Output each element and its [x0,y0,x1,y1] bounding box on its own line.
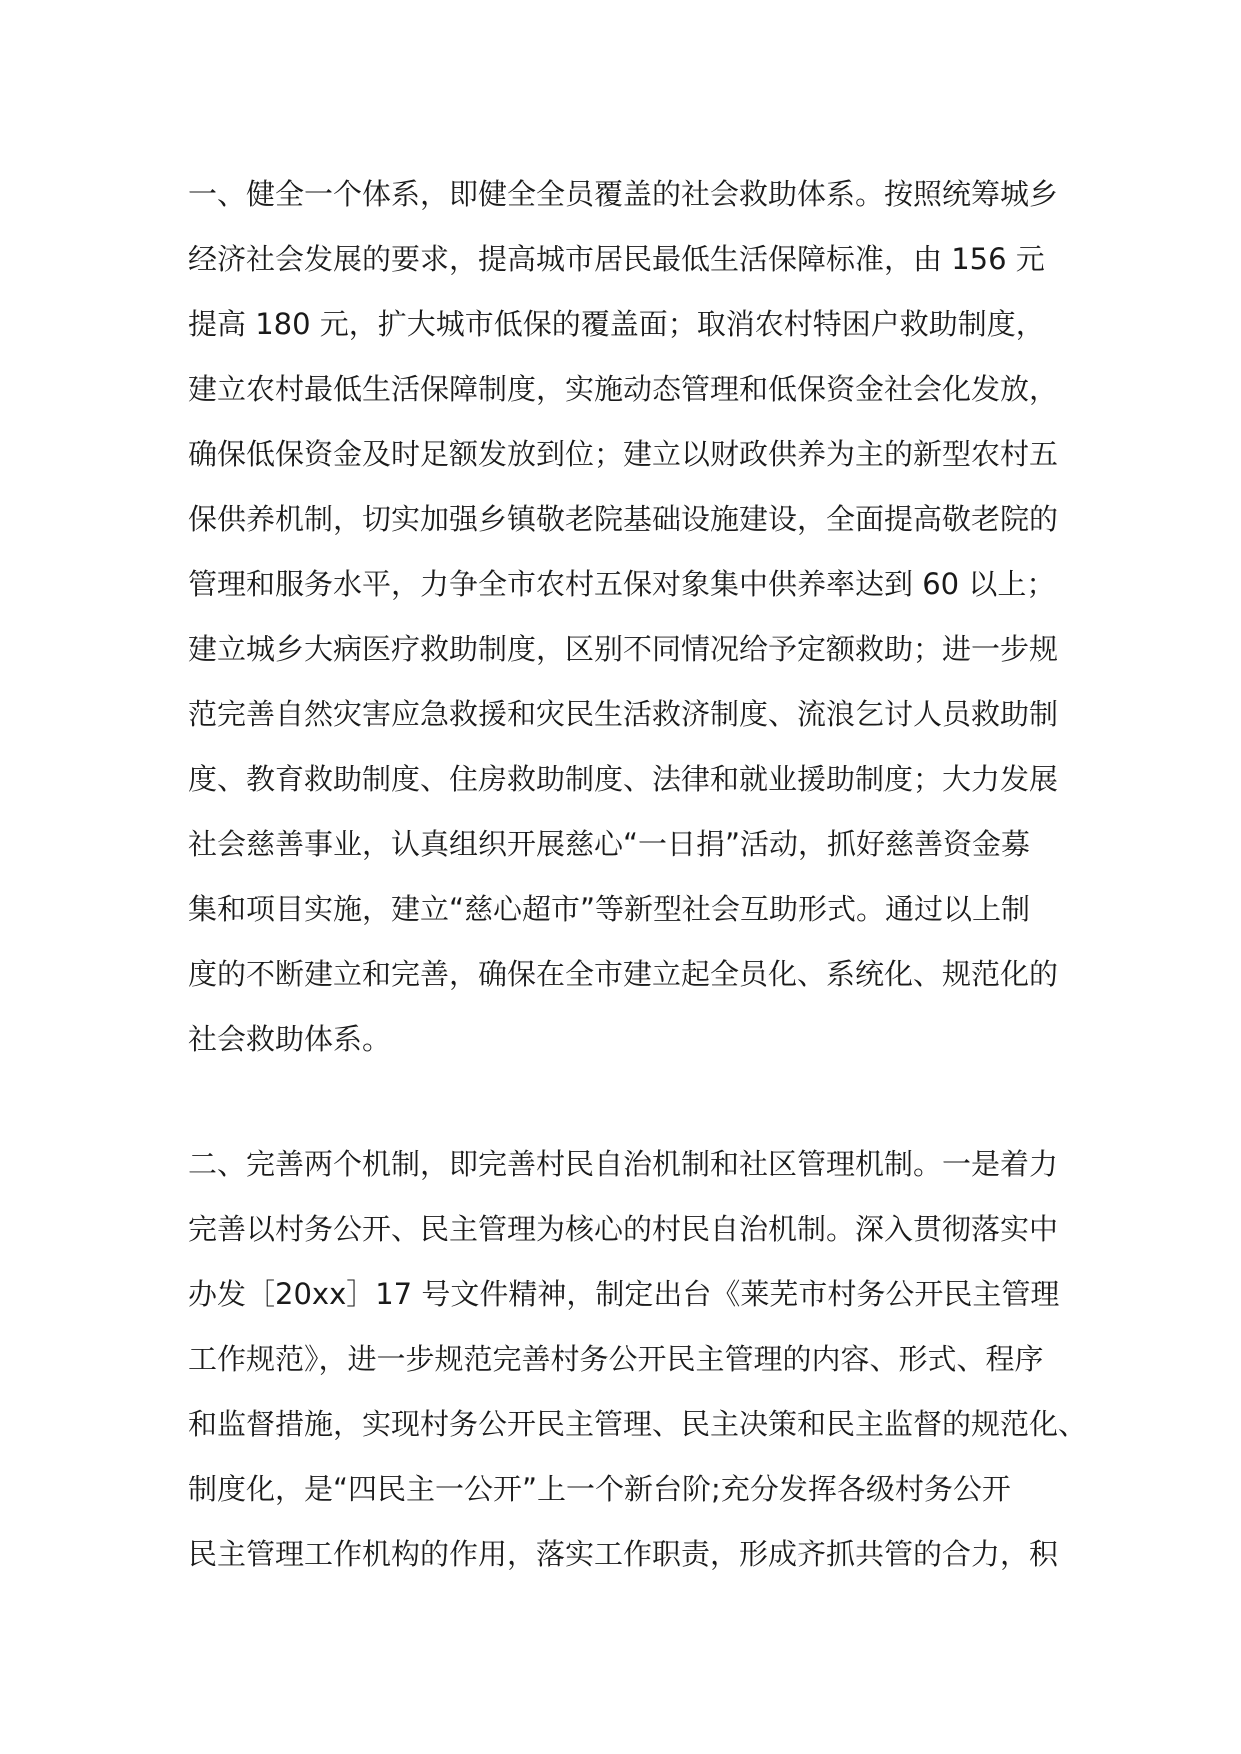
text-line: 集和项目实施，建立“慈心超市”等新型社会互助形式。通过以上制 [188,892,1031,926]
text-line: 制度化，是“四民主一公开”上一个新台阶;充分发挥各级村务公开 [188,1472,1011,1506]
text-line: 提高 180 元，扩大城市低保的覆盖面；取消农村特困户救助制度， [188,307,1045,341]
text-line: 度的不断建立和完善，确保在全市建立起全员化、系统化、规范化的 [188,957,1059,991]
text-line: 范完善自然灾害应急救援和灾民生活救济制度、流浪乞讨人员救助制 [188,697,1059,731]
text-line: 确保低保资金及时足额发放到位；建立以财政供养为主的新型农村五 [188,437,1059,471]
text-line: 一、健全一个体系，即健全全员覆盖的社会救助体系。按照统筹城乡 [188,177,1059,211]
text-line: 工作规范》，进一步规范完善村务公开民主管理的内容、形式、程序 [188,1342,1044,1376]
text-line: 办发［20xx］17 号文件精神，制定出台《莱芜市村务公开民主管理 [188,1277,1060,1311]
paragraph-two-mechanisms [188,1132,1088,1587]
text-line: 管理和服务水平，力争全市农村五保对象集中供养率达到 60 以上； [188,567,1056,601]
text-line: 社会慈善事业，认真组织开展慈心“一日捐”活动，抓好慈善资金募 [188,827,1031,861]
text-line: 度、教育救助制度、住房救助制度、法律和就业援助制度；大力发展 [188,762,1059,796]
text-line: 建立农村最低生活保障制度，实施动态管理和低保资金社会化发放， [188,372,1059,406]
text-line: 社会救助体系。 [188,1022,392,1056]
text-line: 建立城乡大病医疗救助制度，区别不同情况给予定额救助；进一步规 [188,632,1059,666]
text-line: 民主管理工作机构的作用，落实工作职责，形成齐抓共管的合力，积 [188,1537,1059,1571]
text-line: 和监督措施，实现村务公开民主管理、民主决策和民主监督的规范化、 [188,1407,1088,1441]
text-line: 二、完善两个机制，即完善村民自治机制和社区管理机制。一是着力 [188,1147,1059,1181]
paragraph-social-assistance [188,162,1088,1072]
text-line: 经济社会发展的要求，提高城市居民最低生活保障标准，由 156 元 [188,242,1045,276]
text-line: 完善以村务公开、民主管理为核心的村民自治机制。深入贯彻落实中 [188,1212,1059,1246]
text-line: 保供养机制，切实加强乡镇敬老院基础设施建设，全面提高敬老院的 [188,502,1059,536]
